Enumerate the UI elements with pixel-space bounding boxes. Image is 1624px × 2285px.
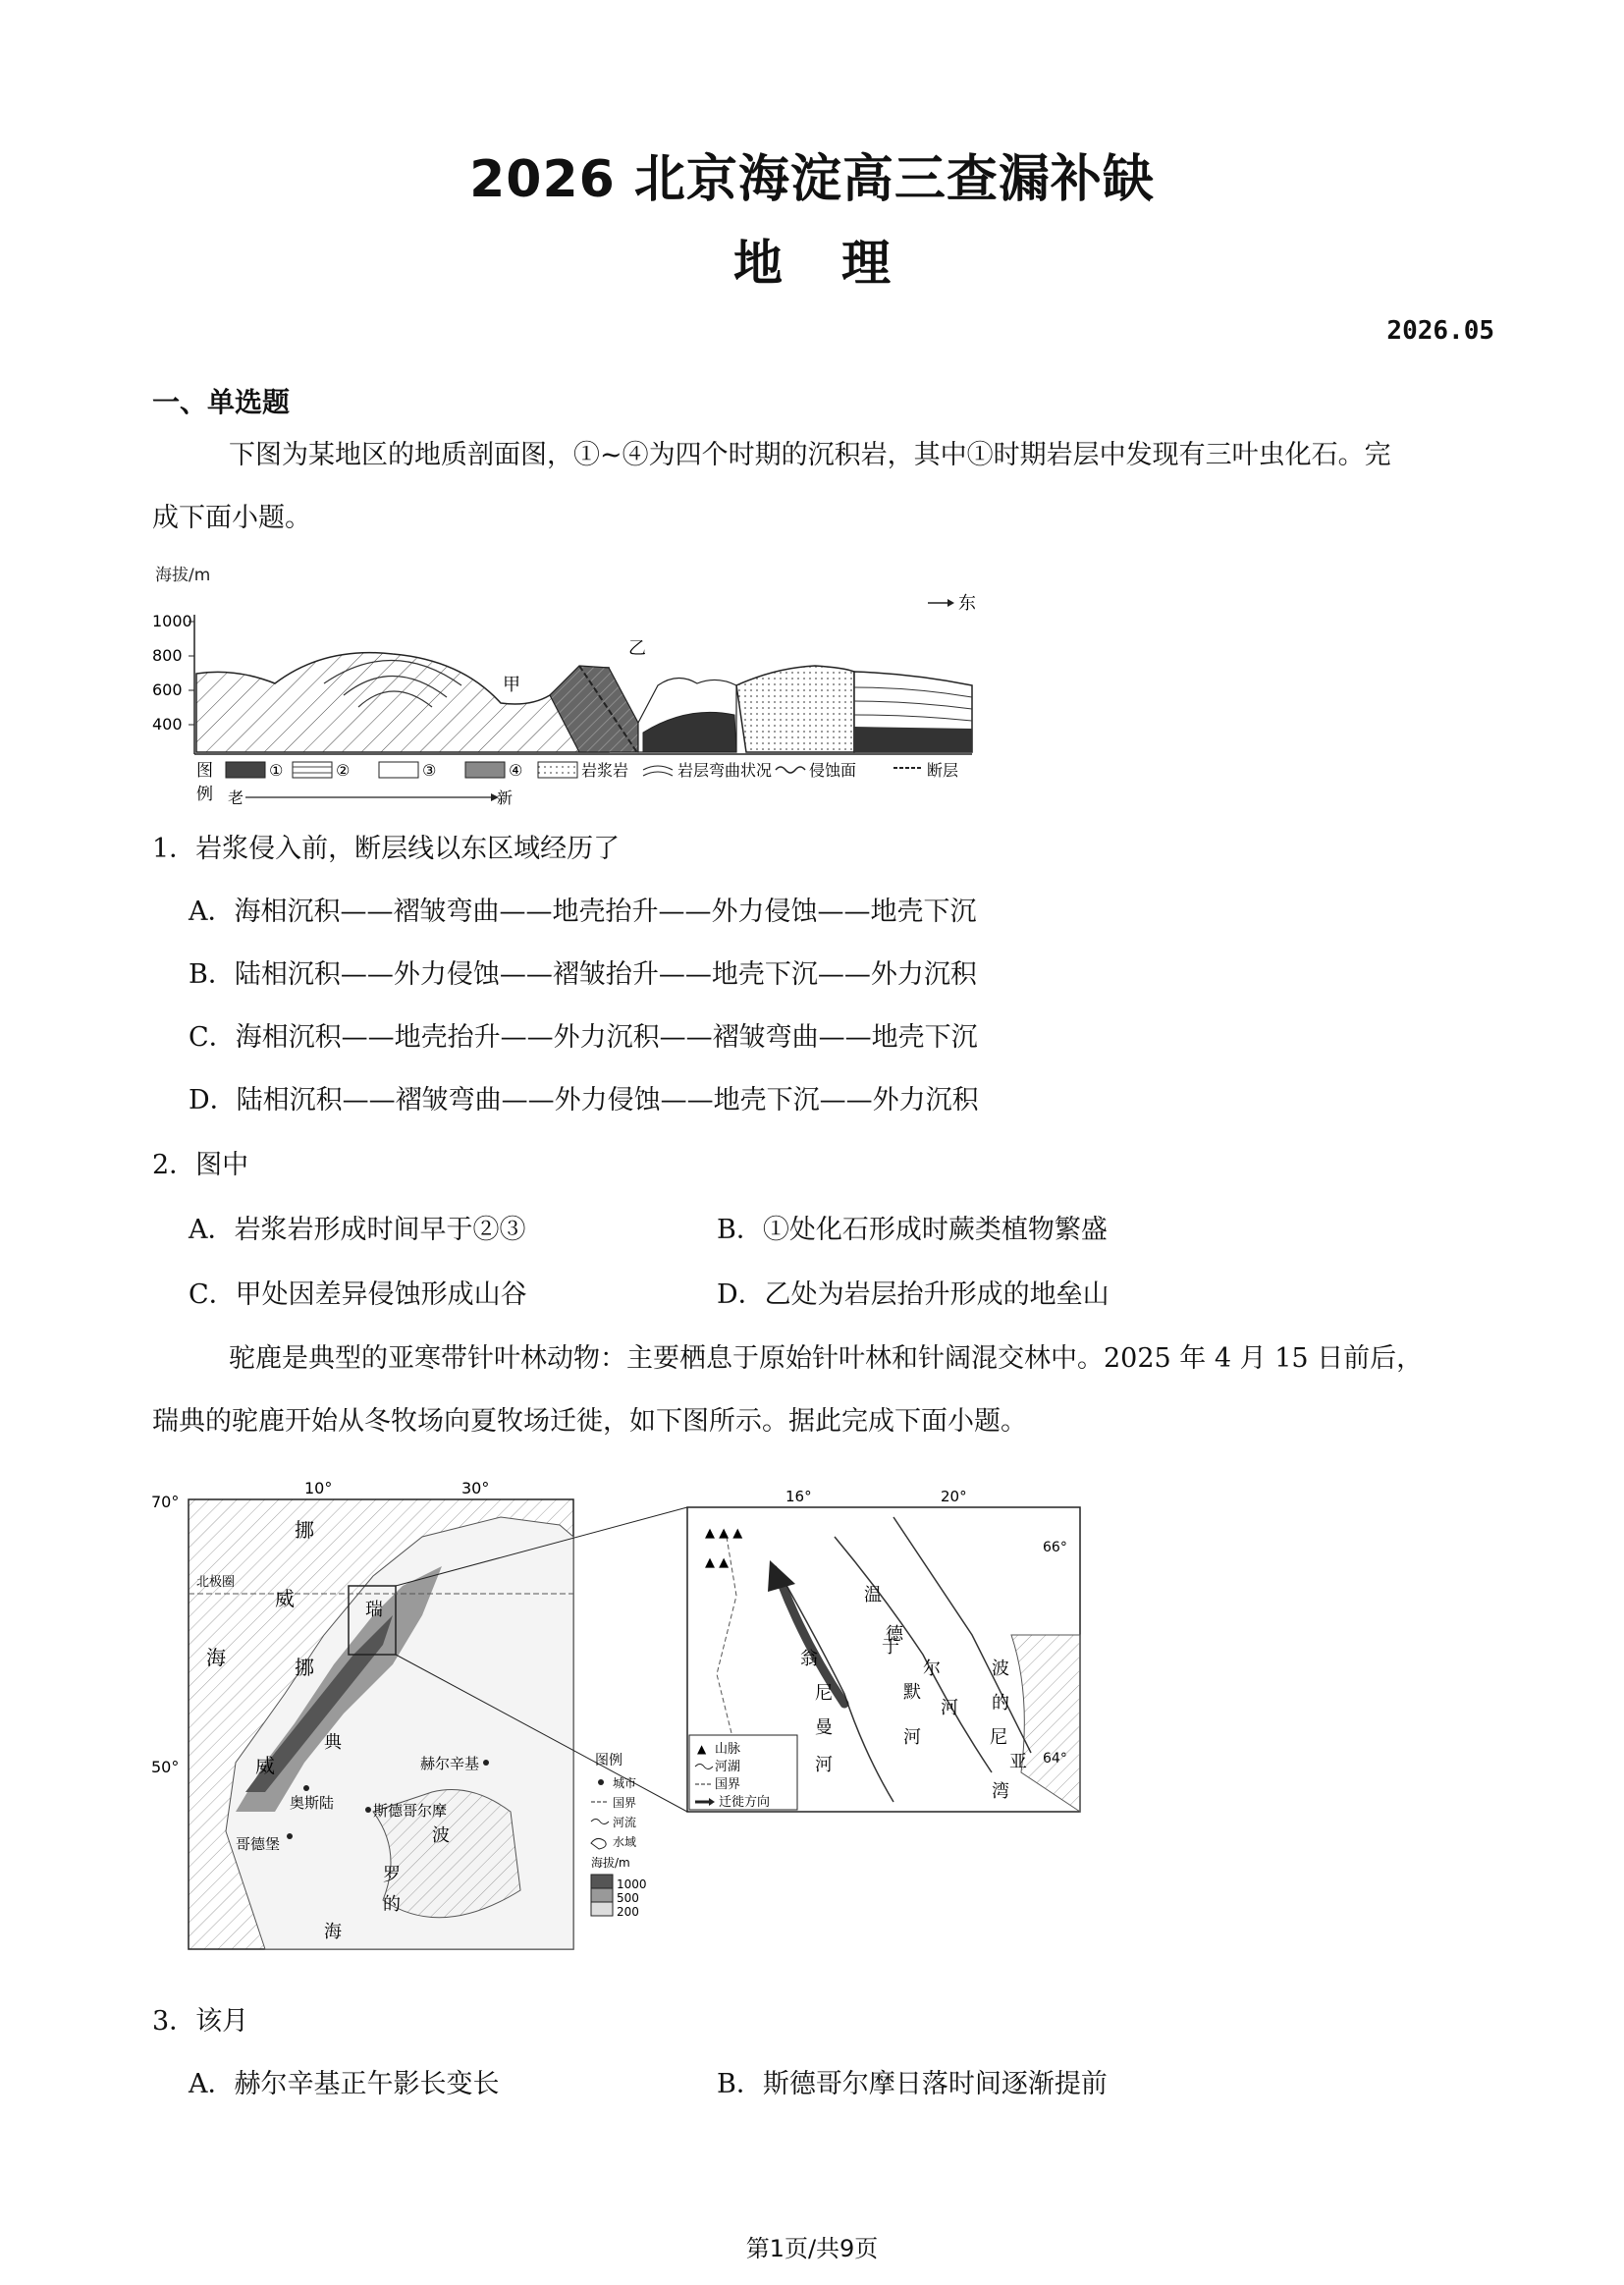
ytick-400: 400 — [152, 715, 183, 734]
ytick-800: 800 — [152, 646, 183, 665]
geologic-profile-figure — [147, 558, 1011, 821]
elev-200: 200 — [617, 1905, 639, 1919]
legend-bending: 岩层弯曲状况 — [677, 761, 773, 780]
ytick-1000: 1000 — [152, 612, 192, 630]
question-1-option-b[interactable]: B．陆相沉积——外力侵蚀——褶皱抬升——地壳下沉——外力沉积 — [189, 959, 977, 990]
baltic-2: 罗 — [383, 1865, 401, 1885]
vin-1: 温 — [864, 1585, 882, 1605]
profile-ylabel: 海拔/m — [155, 566, 211, 585]
main-legend-title: 图例 — [595, 1753, 623, 1768]
question-1-stem: 1．岩浆侵入前，断层线以东区域经历了 — [152, 834, 621, 864]
question-2-option-a[interactable]: A．岩浆岩形成时间早于②③ — [189, 1215, 526, 1245]
arctic-circle-label: 北极圈 — [196, 1575, 236, 1590]
legend-3: ③ — [422, 761, 437, 780]
page-title: 2026 北京海淀高三查漏补缺 — [469, 150, 1155, 209]
question-3-option-a[interactable]: A．赫尔辛基正午影长变长 — [189, 2069, 500, 2099]
question-3-stem: 3．该月 — [152, 2006, 249, 2037]
intro-1-line-2: 成下面小题。 — [152, 503, 311, 533]
ang-3: 曼 — [815, 1717, 833, 1738]
legend-water: 水域 — [613, 1835, 637, 1849]
norway-sea-2: 威 — [275, 1587, 295, 1610]
question-1-option-c[interactable]: C．海相沉积——地壳抬升——外力沉积——褶皱弯曲——地壳下沉 — [189, 1022, 978, 1053]
intro-2-line-1: 驼鹿是典型的亚寒带针叶林动物：主要栖息于原始针叶林和针阔混交林中。2025 年 4 月 15 日前后， — [229, 1343, 1424, 1374]
legend-river: 河流 — [613, 1816, 637, 1829]
legend-fault: 断层 — [927, 761, 959, 780]
baltic-4: 海 — [324, 1922, 342, 1942]
mountain-icon: ▲ ▲ — [705, 1555, 730, 1570]
inset-legend-river: 河湖 — [715, 1760, 741, 1774]
legend-border: 国界 — [613, 1796, 637, 1810]
question-2-option-c[interactable]: C．甲处因差异侵蚀形成山谷 — [189, 1279, 527, 1310]
gulf-4: 亚 — [1009, 1752, 1027, 1772]
intro-paragraph-1 — [152, 424, 1497, 550]
legend-city: 城市 — [613, 1776, 637, 1790]
um-3: 河 — [903, 1727, 921, 1748]
gulf-1: 波 — [992, 1659, 1009, 1679]
legend-new: 新 — [497, 789, 514, 807]
inset-legend-border: 国界 — [715, 1777, 741, 1792]
sweden-2: 典 — [324, 1732, 342, 1753]
intro-2-line-2: 瑞典的驼鹿开始从冬牧场向夏牧场迁徙，如下图所示。据此完成下面小题。 — [152, 1406, 1027, 1437]
vin-2: 德 — [886, 1624, 903, 1645]
elev-500: 500 — [617, 1891, 639, 1905]
um-2: 默 — [903, 1682, 921, 1703]
question-1-option-a[interactable]: A．海相沉积——褶皱弯曲——地壳抬升——外力侵蚀——地壳下沉 — [189, 897, 977, 927]
norway-2: 威 — [255, 1754, 275, 1777]
city-stockholm: 斯德哥尔摩 — [373, 1802, 448, 1820]
vin-4: 河 — [941, 1698, 958, 1718]
ang-2: 尼 — [815, 1683, 833, 1704]
magma-intrusion — [736, 666, 854, 752]
gulf-3: 尼 — [990, 1727, 1007, 1748]
question-2-option-b[interactable]: B．①处化石形成时蕨类植物繁盛 — [717, 1215, 1108, 1245]
baltic-1: 波 — [432, 1825, 450, 1846]
legend-magma: 岩浆岩 — [581, 761, 629, 780]
gulf-5: 湾 — [992, 1781, 1009, 1802]
gulf-2: 的 — [992, 1693, 1009, 1714]
legend-4: ④ — [509, 761, 523, 780]
lon-10: 10° — [304, 1479, 333, 1497]
intro-paragraph-2 — [152, 1328, 1497, 1453]
city-gothenburg: 哥德堡 — [236, 1835, 281, 1853]
legend-old: 老 — [228, 789, 244, 807]
legend-mountain-icon: ▲ — [697, 1742, 707, 1756]
mountain-icon: ▲ ▲ ▲ — [705, 1526, 743, 1541]
direction-label: 东 — [958, 593, 976, 614]
legend-erosion: 侵蚀面 — [809, 761, 857, 780]
elev-1000: 1000 — [617, 1877, 647, 1891]
city-helsinki: 赫尔辛基 — [420, 1755, 480, 1772]
vin-3: 尔 — [923, 1659, 941, 1679]
city-oslo: 奥斯陆 — [290, 1794, 335, 1812]
exam-date: 2026.05 — [1386, 316, 1494, 346]
label-jia: 甲 — [503, 675, 520, 695]
ang-1: 翁 — [800, 1649, 818, 1669]
sweden-1: 瑞 — [365, 1600, 383, 1620]
question-3-option-b[interactable]: B．斯德哥尔摩日落时间逐渐提前 — [717, 2069, 1108, 2099]
inset-lon-16: 16° — [785, 1488, 812, 1505]
ang-4: 河 — [815, 1755, 833, 1775]
section-heading: 一、单选题 — [152, 386, 291, 418]
lat-70: 70° — [151, 1493, 180, 1511]
inset-legend-mountain: 山脉 — [715, 1742, 741, 1757]
legend-2: ② — [336, 761, 351, 780]
inset-lon-20: 20° — [941, 1488, 967, 1505]
inset-legend-migration: 迁徙方向 — [719, 1795, 771, 1810]
subject-title: 地理 — [733, 235, 949, 292]
legend-title-2: 例 — [196, 785, 213, 804]
lon-30: 30° — [461, 1479, 490, 1497]
legend-elevation: 海拔/m — [591, 1856, 630, 1870]
baltic-3: 的 — [383, 1894, 401, 1915]
question-2-stem: 2．图中 — [152, 1150, 249, 1180]
intro-1-line-1: 下图为某地区的地质剖面图，①~④为四个时期的沉积岩，其中①时期岩层中发现有三叶虫化石。完 — [229, 440, 1391, 470]
um-1: 于 — [882, 1637, 899, 1658]
label-yi: 乙 — [628, 638, 646, 659]
page-footer: 第1页/共9页 — [745, 2235, 879, 2262]
norway-sea-3: 海 — [206, 1646, 226, 1669]
question-1-option-d[interactable]: D．陆相沉积——褶皱弯曲——外力侵蚀——地壳下沉——外力沉积 — [189, 1085, 979, 1115]
legend-title-1: 图 — [196, 761, 213, 781]
lat-50: 50° — [151, 1758, 180, 1776]
inset-lat-66: 66° — [1043, 1540, 1067, 1555]
legend-1: ① — [269, 761, 284, 780]
west-strata — [196, 653, 609, 752]
norway-1: 挪 — [295, 1656, 314, 1679]
reindeer-migration-map — [147, 1478, 1090, 1969]
ytick-600: 600 — [152, 680, 183, 699]
question-2-option-d[interactable]: D．乙处为岩层抬升形成的地垒山 — [717, 1279, 1110, 1310]
norway-sea-1: 挪 — [295, 1518, 314, 1542]
